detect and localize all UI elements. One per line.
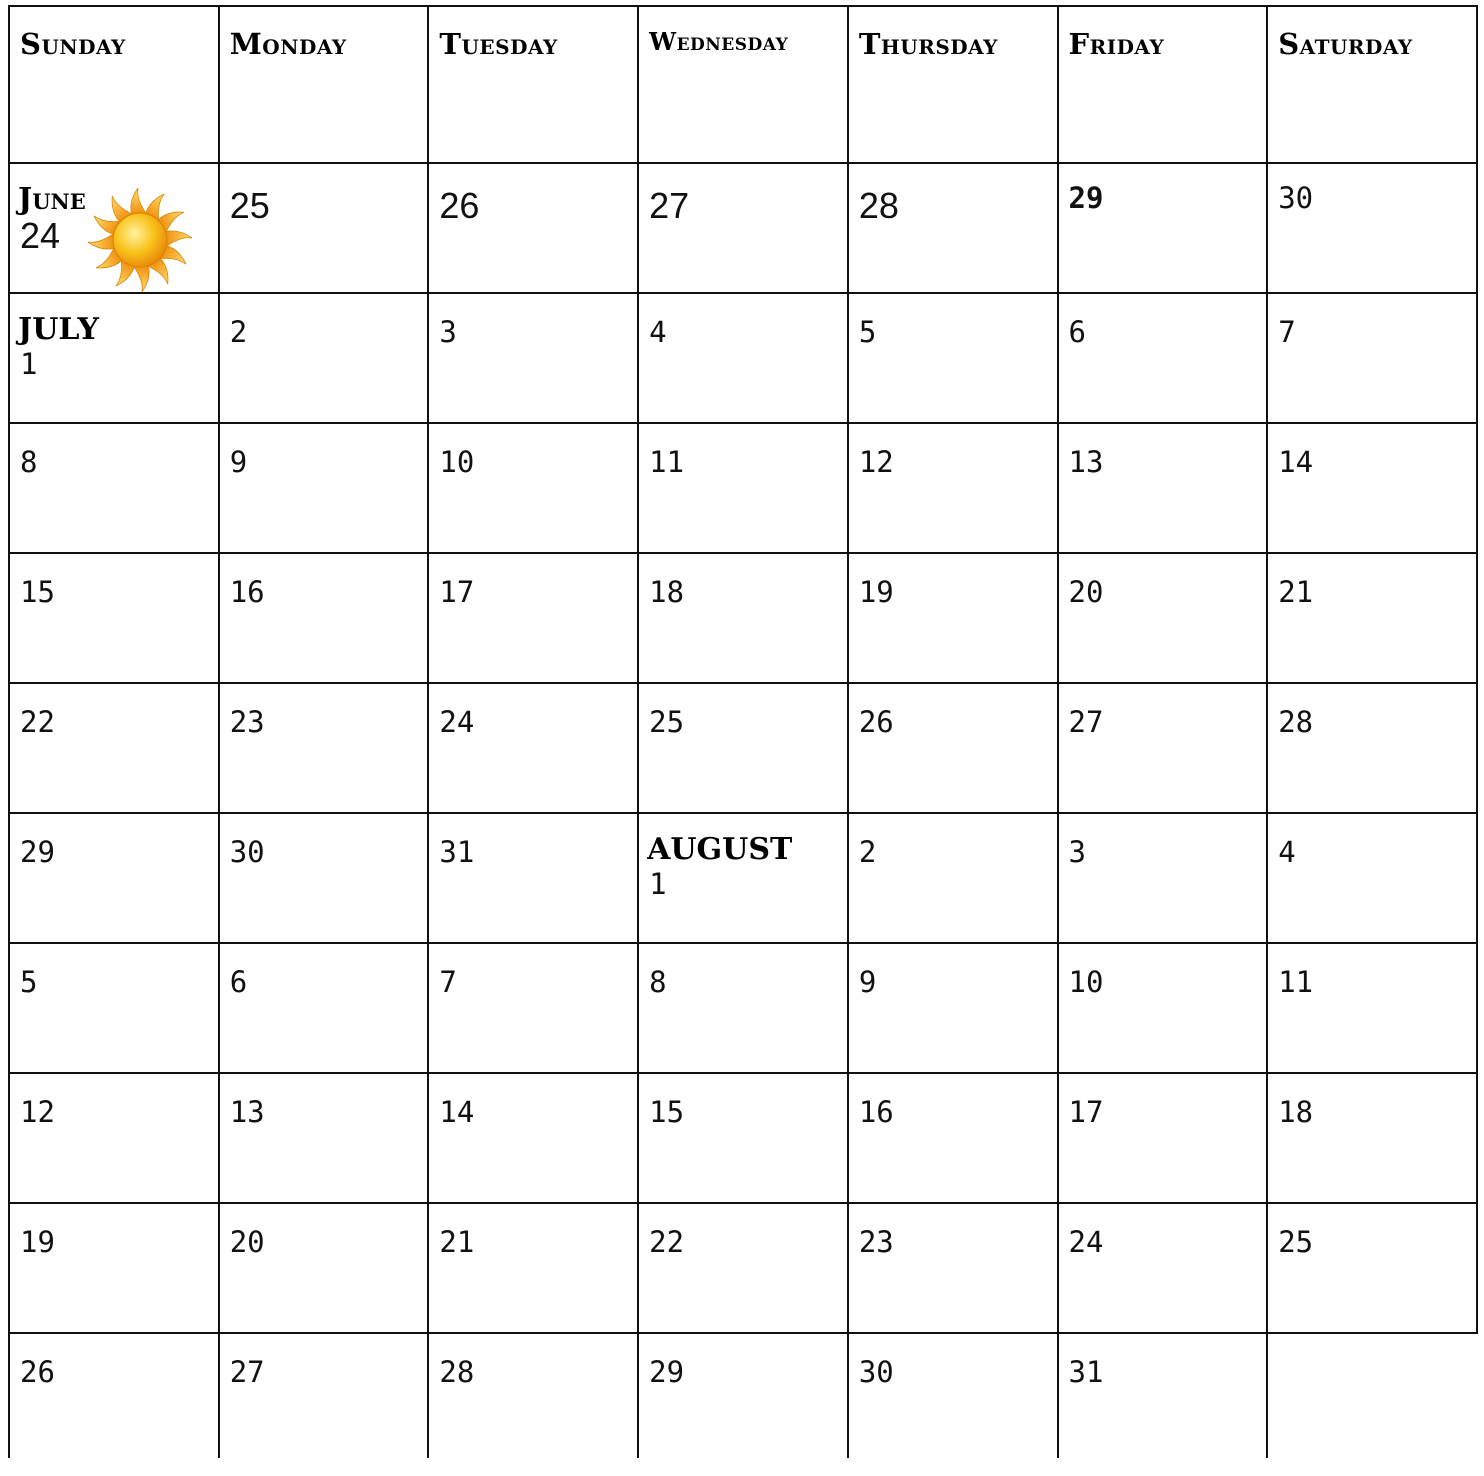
day-cell — [9, 813, 219, 943]
day-cell — [638, 813, 848, 943]
day-cell — [848, 553, 1058, 683]
day-cell — [848, 293, 1058, 423]
day-number: 27 — [649, 185, 690, 226]
day-number: 22 — [649, 1225, 685, 1259]
day-cell — [638, 163, 848, 293]
weekday-thursday — [848, 6, 1058, 163]
sun-icon — [86, 186, 194, 293]
day-cell — [428, 1333, 638, 1458]
day-cell — [428, 943, 638, 1073]
day-cell — [848, 813, 1058, 943]
day-number: 28 — [858, 185, 899, 226]
day-number: 18 — [1278, 1095, 1314, 1129]
sun-ray — [164, 231, 192, 248]
day-number: 9 — [858, 965, 877, 999]
day-cell — [9, 1073, 219, 1203]
day-cell — [638, 683, 848, 813]
day-number: 30 — [858, 1355, 894, 1389]
day-cell — [9, 1333, 219, 1458]
day-cell — [638, 1073, 848, 1203]
day-number: 5 — [20, 965, 38, 999]
day-cell — [9, 1203, 219, 1333]
day-number: 5 — [858, 315, 877, 349]
week-row — [9, 1333, 1477, 1458]
day-cell — [1058, 423, 1268, 553]
day-cell — [638, 423, 848, 553]
month-label-june: June — [18, 182, 86, 217]
day-cell — [219, 423, 429, 553]
day-number: 26 — [858, 705, 894, 739]
week-row — [9, 163, 1477, 293]
weekday-header-row — [9, 6, 1477, 163]
day-number: 18 — [649, 575, 685, 609]
day-cell — [219, 683, 429, 813]
day-number: 7 — [439, 965, 457, 999]
weekday-monday — [219, 6, 429, 163]
day-cell — [1058, 943, 1268, 1073]
day-number: 8 — [20, 445, 38, 479]
day-cell — [428, 1203, 638, 1333]
day-cell — [1267, 1203, 1477, 1333]
day-number: 25 — [649, 705, 685, 739]
day-number: 27 — [1068, 705, 1104, 739]
month-label-july: JULY — [18, 312, 99, 347]
day-cell — [1267, 163, 1477, 293]
weekday-label: Thursday — [858, 27, 998, 61]
week-row — [9, 1073, 1477, 1203]
day-number: 31 — [439, 835, 475, 869]
day-cell — [428, 813, 638, 943]
week-row — [9, 683, 1477, 813]
day-number: 23 — [229, 705, 265, 739]
day-number: 24 — [20, 214, 61, 256]
day-cell — [219, 1073, 429, 1203]
day-cell — [1267, 943, 1477, 1073]
day-number: 13 — [1068, 445, 1104, 479]
weekday-wednesday — [638, 6, 848, 163]
week-row — [9, 1203, 1477, 1333]
day-cell — [1058, 163, 1268, 293]
day-number: 28 — [439, 1355, 475, 1389]
day-number: 29 — [1068, 181, 1104, 215]
sun-ray — [132, 264, 149, 292]
day-cell — [638, 943, 848, 1073]
day-cell — [848, 1333, 1058, 1458]
sun-ray — [88, 232, 116, 249]
day-cell — [219, 163, 429, 293]
sun-ray — [131, 188, 148, 216]
day-number: 16 — [229, 575, 265, 609]
day-number: 9 — [229, 445, 248, 479]
weekday-friday — [1058, 6, 1268, 163]
day-number: 24 — [439, 705, 475, 739]
day-cell — [638, 1203, 848, 1333]
day-cell — [848, 163, 1058, 293]
day-cell — [219, 293, 429, 423]
month-label-august: AUGUST — [647, 832, 793, 867]
day-cell — [848, 1073, 1058, 1203]
day-cell — [1267, 813, 1477, 943]
day-number: 26 — [20, 1355, 55, 1389]
weekday-sunday — [9, 6, 219, 163]
day-number: 29 — [649, 1355, 685, 1389]
day-cell — [219, 943, 429, 1073]
day-number: 6 — [229, 965, 248, 999]
day-number: 3 — [439, 315, 457, 349]
weekday-label: Sunday — [20, 27, 126, 61]
day-cell — [848, 683, 1058, 813]
day-cell — [848, 1203, 1058, 1333]
day-number: 31 — [1068, 1355, 1104, 1389]
day-cell — [9, 943, 219, 1073]
day-cell — [1267, 553, 1477, 683]
day-cell — [1058, 1203, 1268, 1333]
day-cell — [848, 423, 1058, 553]
day-number: 12 — [20, 1095, 55, 1129]
day-number: 6 — [1068, 315, 1086, 349]
day-cell — [219, 1203, 429, 1333]
week-row — [9, 553, 1477, 683]
day-cell — [638, 1333, 848, 1458]
day-cell — [428, 293, 638, 423]
day-number: 30 — [229, 835, 265, 869]
day-number: 25 — [1278, 1225, 1314, 1259]
day-number: 15 — [20, 575, 55, 609]
day-cell — [428, 683, 638, 813]
day-cell — [1267, 683, 1477, 813]
day-number: 14 — [439, 1095, 475, 1129]
day-number: 19 — [858, 575, 894, 609]
day-number: 17 — [439, 575, 475, 609]
day-number: 21 — [1278, 575, 1314, 609]
day-number: 2 — [229, 315, 248, 349]
day-number: 23 — [858, 1225, 894, 1259]
weekday-label: Tuesday — [439, 27, 558, 61]
weekday-label: Friday — [1068, 27, 1165, 61]
day-number: 11 — [649, 445, 685, 479]
weekday-tuesday — [428, 6, 638, 163]
day-cell — [9, 293, 219, 423]
day-cell — [1267, 423, 1477, 553]
day-number: 24 — [1068, 1225, 1104, 1259]
day-cell — [1267, 1073, 1477, 1203]
weekday-label: Saturday — [1278, 27, 1413, 61]
day-number: 21 — [439, 1225, 475, 1259]
day-number: 15 — [649, 1095, 685, 1129]
calendar-grid — [8, 5, 1478, 1458]
day-cell — [9, 683, 219, 813]
day-cell — [1058, 683, 1268, 813]
day-cell — [219, 553, 429, 683]
day-number: 20 — [1068, 575, 1104, 609]
day-number: 28 — [1278, 705, 1314, 739]
day-cell — [428, 553, 638, 683]
week-row — [9, 293, 1477, 423]
week-row — [9, 423, 1477, 553]
day-number — [1268, 1334, 1477, 1358]
day-cell — [219, 1333, 429, 1458]
day-number: 16 — [858, 1095, 894, 1129]
day-number: 8 — [649, 965, 667, 999]
day-cell — [428, 1073, 638, 1203]
weekday-label: Monday — [229, 27, 347, 61]
day-cell — [1058, 553, 1268, 683]
day-cell — [638, 553, 848, 683]
day-number: 17 — [1068, 1095, 1104, 1129]
day-number: 20 — [229, 1225, 265, 1259]
day-cell — [219, 813, 429, 943]
day-number: 1 — [649, 866, 667, 901]
day-number: 13 — [229, 1095, 265, 1129]
weekday-saturday — [1267, 6, 1477, 163]
day-number: 19 — [20, 1225, 55, 1259]
day-number: 25 — [229, 185, 270, 226]
day-cell — [848, 943, 1058, 1073]
day-cell — [428, 423, 638, 553]
day-cell — [1058, 293, 1268, 423]
day-cell — [638, 293, 848, 423]
day-number: 2 — [858, 835, 877, 869]
day-cell-empty — [1267, 1333, 1477, 1458]
day-number: 7 — [1278, 315, 1296, 349]
day-cell — [1267, 293, 1477, 423]
day-number: 1 — [20, 346, 38, 381]
day-number: 27 — [229, 1355, 265, 1389]
day-number: 22 — [20, 705, 55, 739]
day-number: 4 — [1278, 835, 1296, 869]
day-cell — [1058, 1333, 1268, 1458]
day-cell — [428, 163, 638, 293]
day-number: 11 — [1278, 965, 1314, 999]
day-number: 12 — [858, 445, 894, 479]
day-cell — [1058, 1073, 1268, 1203]
week-row — [9, 943, 1477, 1073]
day-number: 3 — [1068, 835, 1086, 869]
day-cell — [1058, 813, 1268, 943]
day-number: 14 — [1278, 445, 1314, 479]
day-number: 4 — [649, 315, 667, 349]
day-cell — [9, 553, 219, 683]
day-number: 10 — [439, 445, 475, 479]
day-number: 26 — [439, 185, 480, 226]
day-number: 29 — [20, 835, 55, 869]
day-cell — [9, 163, 219, 293]
weekday-label: Wednesday — [649, 27, 789, 56]
day-number: 30 — [1278, 181, 1314, 215]
day-cell — [9, 423, 219, 553]
day-number: 10 — [1068, 965, 1104, 999]
week-row — [9, 813, 1477, 943]
